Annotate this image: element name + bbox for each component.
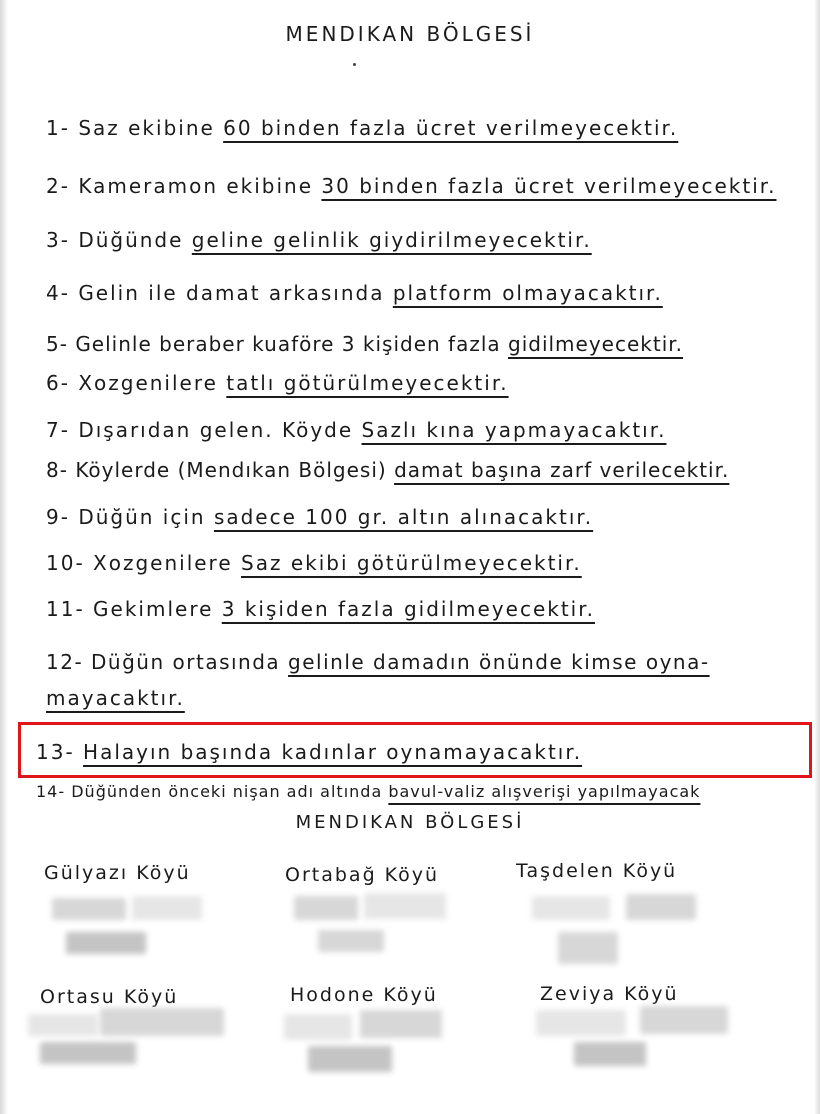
rule-number: 10- xyxy=(46,551,85,575)
redacted-name xyxy=(360,1010,442,1038)
rule-text: Gelin ile damat arkasında xyxy=(78,281,385,305)
rule-number: 8- xyxy=(46,458,68,482)
rule-number: 5- xyxy=(46,332,68,356)
redacted-name xyxy=(52,898,126,920)
rule-number: 6- xyxy=(46,371,70,395)
rule-1 xyxy=(46,116,678,140)
village-tasdelen: Taşdelen Köyü xyxy=(516,860,678,882)
rule-7 xyxy=(46,418,666,442)
rule-number: 2- xyxy=(46,174,70,198)
rule-text: Xozgenilere xyxy=(78,371,218,395)
rule-underlined-text: gelinle damadın önünde kimse oyna- xyxy=(288,650,710,674)
rule-underlined-text: bavul-valiz alışverişi yapılmayacak xyxy=(388,782,701,801)
rule-number: 7- xyxy=(46,418,70,442)
rule-underlined-text: Saz ekibi götürülmeyecektir. xyxy=(241,551,582,575)
rule-underlined-text: Halayın başında kadınlar oynamayacaktır. xyxy=(83,740,583,764)
page-edge-right xyxy=(814,0,820,1114)
village-ortasu: Ortasu Köyü xyxy=(40,986,179,1008)
redacted-name xyxy=(640,1006,728,1034)
rule-12-continuation xyxy=(46,686,185,710)
rule-text: Gekimlere xyxy=(93,597,214,621)
redacted-name xyxy=(574,1042,646,1066)
rule-11 xyxy=(46,597,595,621)
redacted-name xyxy=(100,1008,224,1036)
rule-4 xyxy=(46,281,663,305)
pen-dot xyxy=(353,63,356,66)
rule-text: Düğün ortasında xyxy=(91,650,281,674)
village-gulyazi: Gülyazı Köyü xyxy=(44,862,191,884)
rule-underlined-text: 30 binden fazla ücret verilmeyecektir. xyxy=(321,174,777,198)
redacted-name xyxy=(318,930,384,952)
redacted-name xyxy=(66,932,146,954)
redacted-name xyxy=(284,1014,352,1040)
rule-14 xyxy=(36,782,700,801)
rule-13 xyxy=(36,740,582,764)
rule-underlined-text: gidilmeyecektir. xyxy=(508,332,684,356)
rule-number: 1- xyxy=(46,116,70,140)
rule-text: Düğünden önceki nişan adı altında xyxy=(71,782,383,801)
redacted-name xyxy=(28,1014,98,1036)
rule-text: Kameramon ekibine xyxy=(78,174,314,198)
footer-title: MENDIKAN BÖLGESİ xyxy=(295,812,525,833)
rule-text: Köylerde (Mendıkan Bölgesi) xyxy=(75,458,387,482)
redacted-name xyxy=(364,893,446,919)
redacted-name xyxy=(40,1042,136,1064)
rule-text: Dışarıdan gelen. Köyde xyxy=(78,418,354,442)
rule-12 xyxy=(46,650,710,674)
rule-number: 13- xyxy=(36,740,75,764)
rule-2 xyxy=(46,174,777,198)
redacted-name xyxy=(132,896,202,920)
redacted-name xyxy=(294,896,358,920)
rule-number: 3- xyxy=(46,228,70,252)
rule-text: Xozgenilere xyxy=(93,551,233,575)
rule-text: Saz ekibine xyxy=(78,116,215,140)
rule-text: Düğün için xyxy=(78,505,206,529)
rule-10 xyxy=(46,551,582,575)
rule-underlined-text: geline gelinlik giydirilmeyecektir. xyxy=(191,228,592,252)
rule-5 xyxy=(46,332,683,356)
rule-text: Düğünde xyxy=(78,228,184,252)
document-title: MENDIKAN BÖLGESİ xyxy=(285,22,535,46)
rule-underlined-text: Sazlı kına yapmayacaktır. xyxy=(361,418,667,442)
village-zeviya: Zeviya Köyü xyxy=(540,983,679,1005)
rule-number: 12- xyxy=(46,650,84,674)
rule-6 xyxy=(46,371,509,395)
redacted-name xyxy=(558,932,618,964)
rule-9 xyxy=(46,505,593,529)
rule-underlined-text: 60 binden fazla ücret verilmeyecektir. xyxy=(223,116,679,140)
rule-number: 11- xyxy=(46,597,85,621)
village-ortabag: Ortabağ Köyü xyxy=(285,864,440,886)
village-hodone: Hodone Köyü xyxy=(290,984,438,1006)
redacted-name xyxy=(532,896,610,920)
rule-8 xyxy=(46,458,729,482)
rule-underlined-text: tatlı götürülmeyecektir. xyxy=(226,371,509,395)
rule-underlined-text: sadece 100 gr. altın alınacaktır. xyxy=(213,505,594,529)
page-edge-left xyxy=(0,0,8,1114)
rule-number: 14- xyxy=(36,782,66,801)
rule-number: 9- xyxy=(46,505,70,529)
redacted-name xyxy=(626,894,696,920)
rule-text: Gelinle beraber kuaföre 3 kişiden fazla xyxy=(75,332,501,356)
redacted-name xyxy=(308,1046,392,1072)
rule-number: 4- xyxy=(46,281,70,305)
rule-underlined-text: damat başına zarf verilecektir. xyxy=(394,458,730,482)
rule-underlined-text: 3 kişiden fazla gidilmeyecektir. xyxy=(221,597,595,621)
redacted-name xyxy=(536,1010,626,1036)
rule-underlined-text: mayacaktır. xyxy=(46,686,185,710)
rule-3 xyxy=(46,228,592,252)
rule-underlined-text: platform olmayacaktır. xyxy=(392,281,663,305)
